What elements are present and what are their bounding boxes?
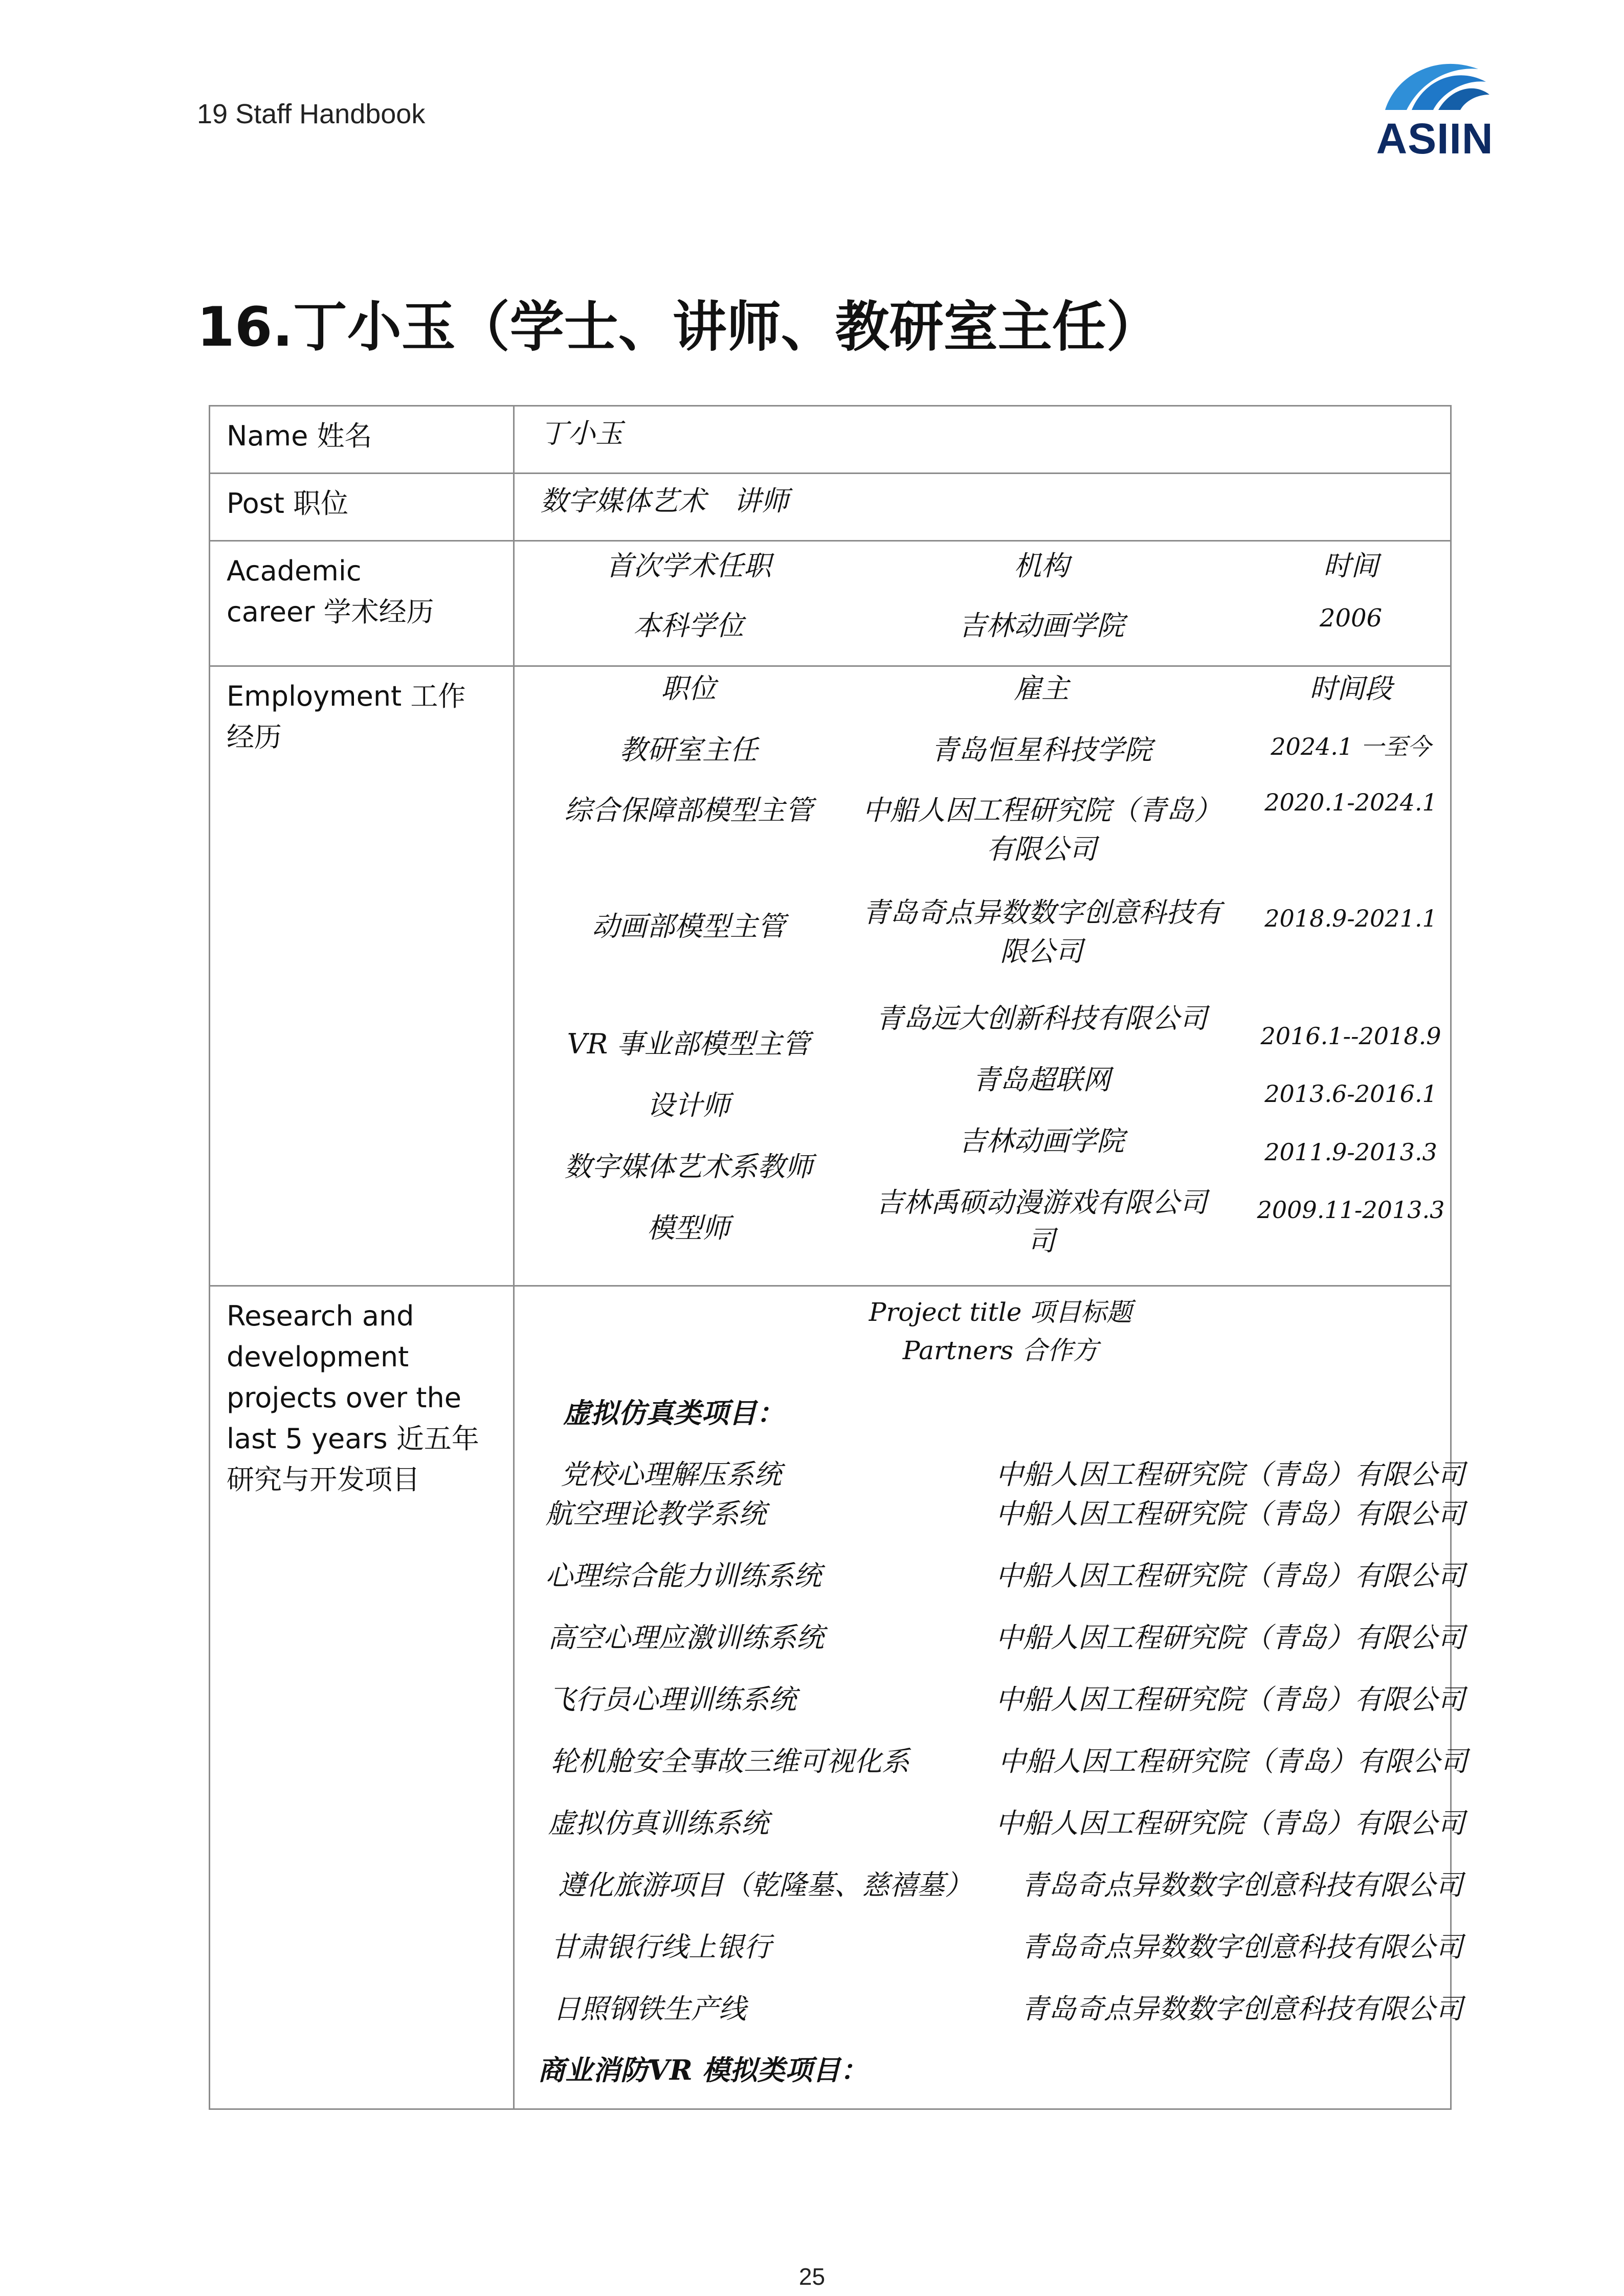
employment-period: 2018.9-2021.1 — [1264, 905, 1437, 932]
academic-degree: 本科学位 — [633, 610, 744, 642]
research-project-partner: 中船人因工程研究院（青岛）有限公司 — [995, 1458, 1465, 1491]
employment-employer: 青岛恒星科技学院 — [931, 734, 1152, 766]
research-project-title: 航空理论教学系统 — [545, 1498, 766, 1530]
name-cell — [514, 406, 1451, 474]
employment-period: 2013.6-2016.1 — [1264, 1080, 1437, 1108]
employment-label-line2: 经历 — [227, 721, 282, 753]
employment-employer: 青岛超联网 — [972, 1064, 1110, 1096]
research-project-title: 甘肃银行线上银行 — [550, 1931, 771, 1963]
research-label-line: development — [227, 1341, 409, 1373]
research-project-title: 飞行员心理训练系统 — [548, 1683, 796, 1716]
research-project-title: 日照钢铁生产线 — [553, 1993, 746, 2025]
academic-header-time: 时间 — [1323, 550, 1378, 582]
research-project-partner: 中船人因工程研究院（青岛）有限公司 — [995, 1683, 1465, 1716]
employment-employer-line2: 司 — [1028, 1225, 1055, 1257]
employment-position: 数字媒体艺术系教师 — [564, 1151, 813, 1183]
research-project-title: 虚拟仿真训练系统 — [548, 1807, 769, 1839]
academic-label — [210, 541, 514, 666]
employment-period: 2016.1--2018.9 — [1260, 1022, 1441, 1050]
research-project-partner: 中船人因工程研究院（青岛）有限公司 — [995, 1622, 1465, 1654]
research-project-title: 遵化旅游项目（乾隆墓、慈禧墓） — [558, 1869, 972, 1901]
research-project-title: 轮机舱安全事故三维可视化系 — [550, 1745, 909, 1777]
employment-employer: 中船人因工程研究院（青岛） — [862, 794, 1221, 826]
employment-position: VR 事业部模型主管 — [567, 1028, 810, 1060]
employment-header-employer: 雇主 — [1014, 672, 1069, 705]
research-project-partner: 中船人因工程研究院（青岛）有限公司 — [995, 1498, 1465, 1530]
research-label-line: 研究与开发项目 — [227, 1464, 420, 1496]
employment-cell — [514, 666, 1451, 1286]
employment-position: 设计师 — [647, 1089, 730, 1121]
academic-cell — [514, 541, 1451, 666]
employment-employer: 青岛远大创新科技有限公司 — [876, 1002, 1207, 1034]
research-label-line: Research and — [227, 1300, 414, 1332]
academic-row — [210, 541, 1451, 666]
academic-label-line2: career 学术经历 — [227, 596, 434, 628]
employment-employer-line2: 有限公司 — [986, 833, 1097, 865]
research-project-partner: 青岛奇点异数数字创意科技有限公司 — [1021, 1869, 1463, 1901]
employment-header-period: 时间段 — [1309, 672, 1392, 705]
academic-institution: 吉林动画学院 — [959, 610, 1124, 642]
asiin-logo — [1376, 54, 1494, 161]
post-value: 数字媒体艺术 讲师 — [540, 485, 789, 517]
research-label-line: projects over the — [227, 1382, 461, 1414]
academic-header-institution: 机构 — [1014, 550, 1069, 582]
employment-label-line1: Employment 工作 — [227, 680, 466, 712]
research-cell — [514, 1286, 1467, 2109]
employment-header-position: 职位 — [661, 672, 716, 705]
employment-position: 教研室主任 — [619, 734, 758, 766]
page-number: 25 — [798, 2263, 826, 2290]
employment-employer-line2: 限公司 — [1000, 935, 1083, 967]
employment-period: 2009.11-2013.3 — [1257, 1196, 1445, 1224]
employment-position: 模型师 — [647, 1212, 730, 1244]
academic-year: 2006 — [1319, 604, 1383, 633]
employment-employer: 吉林禹硕动漫游戏有限公司 — [876, 1186, 1207, 1219]
research-project-title: 心理综合能力训练系统 — [545, 1560, 821, 1592]
research-project-title: 高空心理应激训练系统 — [548, 1622, 824, 1654]
employment-row — [210, 666, 1451, 1286]
post-label: Post 职位 — [210, 474, 514, 541]
research-category-virtual-simulation: 虚拟仿真类项目： — [563, 1397, 784, 1429]
employment-position: 综合保障部模型主管 — [564, 794, 813, 826]
employment-period: 2011.9-2013.3 — [1264, 1138, 1437, 1166]
employment-period: 2024.1 一至今 — [1271, 733, 1431, 760]
research-project-partner: 青岛奇点异数数字创意科技有限公司 — [1021, 1993, 1463, 2025]
research-row — [210, 1286, 1451, 2109]
logo-wordmark: ASIIN — [1376, 115, 1494, 163]
employment-position: 动画部模型主管 — [592, 910, 785, 942]
name-value: 丁小玉 — [540, 417, 623, 449]
section-heading: 16.丁小玉（学士、讲师、教研室主任） — [197, 296, 1161, 358]
research-project-partner: 中船人因工程研究院（青岛）有限公司 — [995, 1560, 1465, 1592]
name-label: Name 姓名 — [210, 406, 514, 474]
employment-label — [210, 666, 514, 1286]
academic-label-line1: Academic — [227, 555, 362, 587]
post-row — [210, 474, 1451, 541]
research-label — [210, 1286, 514, 2109]
staff-cv-table — [209, 405, 1467, 2110]
research-project-title: 党校心理解压系统 — [561, 1458, 782, 1491]
employment-employer: 青岛奇点异数数字创意科技有 — [862, 896, 1221, 929]
employment-employer: 吉林动画学院 — [959, 1125, 1124, 1157]
research-project-partner: 青岛奇点异数数字创意科技有限公司 — [1021, 1931, 1463, 1963]
post-cell — [514, 474, 1451, 541]
research-label-line: last 5 years 近五年 — [227, 1423, 479, 1455]
research-header-project: Project title 项目标题 — [869, 1297, 1132, 1327]
logo-wave-icon — [1376, 54, 1494, 115]
academic-header-position: 首次学术任职 — [606, 550, 771, 582]
research-category-firefighting-vr: 商业消防VR 模拟类项目： — [538, 2054, 868, 2086]
research-header-partners: Partners 合作方 — [902, 1336, 1099, 1365]
running-header: 19 Staff Handbook — [197, 99, 426, 129]
employment-period: 2020.1-2024.1 — [1264, 789, 1437, 816]
name-row — [210, 406, 1451, 474]
research-project-partner: 中船人因工程研究院（青岛）有限公司 — [995, 1807, 1465, 1839]
research-project-partner: 中船人因工程研究院（青岛）有限公司 — [998, 1745, 1467, 1777]
